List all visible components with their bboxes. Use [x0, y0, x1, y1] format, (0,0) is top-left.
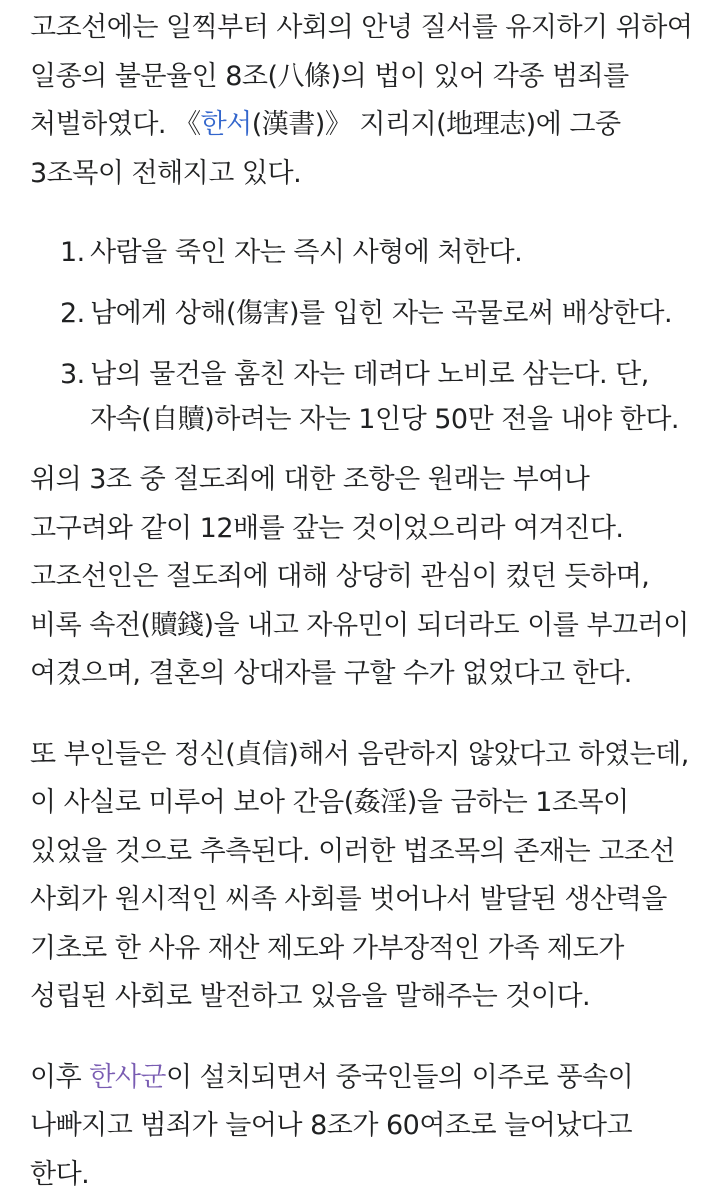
list-item-number: 3.: [60, 352, 85, 397]
hansagun-paragraph: [30, 1050, 695, 1199]
intro-paragraph: [30, 0, 695, 198]
theft-law-paragraph: 위의 3조 중 절도죄에 대한 조항은 원래는 부여나 고구려와 같이 12배를 갚는 것이었으리라 여겨진다. 고조선인은 절도죄에 대해 상당히 관심이 컸던 듯하며, 비록 속전(贖錢)을 내고 자유민이 되더라도 이를 부끄러이 여겼으며, 결혼의 상대자를 구할 수가 없었다고 한다.: [30, 452, 695, 699]
list-item: [30, 291, 695, 336]
article-body: [30, 0, 695, 1199]
list-item: [30, 230, 695, 275]
hansagun-text-2: 이 설치되면서 중국인들의 이주로 풍속이 나빠지고 범죄가 늘어나 8조가 60여조로 늘어났다고 한다.: [30, 1062, 633, 1190]
intro-text-2: (漢書)》 지리지(地理志)에 그중 3조목이 전해지고 있다.: [30, 109, 621, 189]
hansagun-text-1: 이후: [30, 1062, 89, 1093]
women-paragraph: 또 부인들은 정신(貞信)해서 음란하지 않았다고 하였는데, 이 사실로 미루어 보아 간음(姦淫)을 금하는 1조목이 있었을 것으로 추측된다. 이러한 법조목의 존재는 고조선 사회가 원시적인 씨족 사회를 벗어나서 발달된 생산력을 기초로 한 사유 재산 제도와 가부장적인 가족 제도가 성립된 사회로 발전하고 있음을 말해주는 것이다.: [30, 727, 695, 1022]
hanseo-link[interactable]: 한서: [201, 109, 252, 140]
intro-text-1: 고조선에는 일찍부터 사회의 안녕 질서를 유지하기 위하여 일종의 불문율인 8조(八條)의 법이 있어 각종 범죄를 처벌하였다. 《: [30, 12, 692, 140]
list-item-text: 남의 물건을 훔친 자는 데려다 노비로 삼는다. 단, 자속(自贖)하려는 자는 1인당 50만 전을 내야 한다.: [90, 359, 679, 435]
law-list: [30, 230, 695, 442]
list-item-text: 사람을 죽인 자는 즉시 사형에 처한다.: [90, 237, 522, 268]
list-item-number: 2.: [60, 291, 85, 336]
hansagun-link[interactable]: 한사군: [89, 1062, 166, 1093]
list-item-text: 남에게 상해(傷害)를 입힌 자는 곡물로써 배상한다.: [90, 298, 672, 329]
list-item: [30, 352, 695, 442]
list-item-number: 1.: [60, 230, 85, 275]
